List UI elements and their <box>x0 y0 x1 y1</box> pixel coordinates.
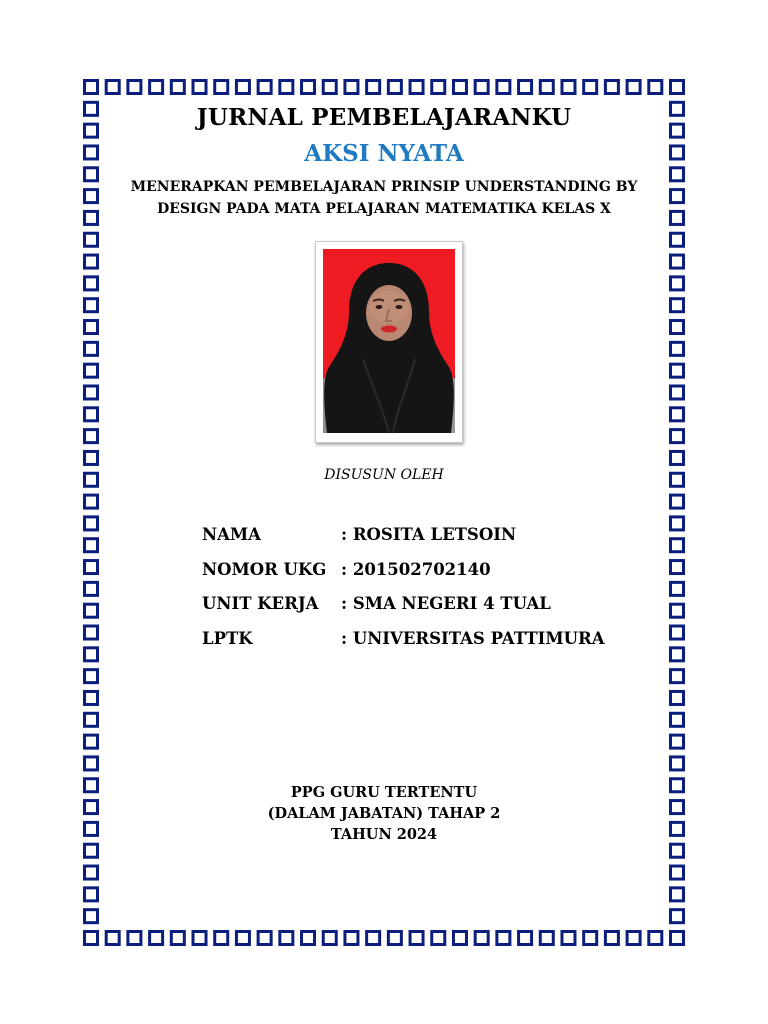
border-square <box>671 582 684 595</box>
border-square <box>432 81 445 94</box>
border-square <box>475 932 488 945</box>
border-square <box>671 932 684 945</box>
border-square <box>323 81 336 94</box>
border-square <box>106 932 119 945</box>
border-square <box>671 233 684 246</box>
photo-portrait <box>323 249 455 433</box>
border-square <box>519 932 532 945</box>
border-square <box>410 81 423 94</box>
border-square <box>540 932 553 945</box>
border-square <box>85 801 98 814</box>
border-square <box>649 932 662 945</box>
profile-photo-frame <box>315 241 463 443</box>
border-square <box>85 604 98 617</box>
border-square <box>85 626 98 639</box>
border-square <box>367 932 380 945</box>
border-square <box>236 81 249 94</box>
border-square <box>671 451 684 464</box>
border-square <box>85 822 98 835</box>
border-square <box>85 124 98 137</box>
border-square <box>85 713 98 726</box>
border-square <box>388 932 401 945</box>
border-square <box>85 582 98 595</box>
border-square <box>302 81 315 94</box>
border-square <box>671 910 684 923</box>
border-square <box>258 932 271 945</box>
border-square <box>671 517 684 530</box>
border-square <box>280 932 293 945</box>
border-square <box>150 81 163 94</box>
border-square <box>85 451 98 464</box>
info-value: : 201502702140 <box>341 559 491 579</box>
border-square <box>671 190 684 203</box>
border-square <box>671 255 684 268</box>
border-square <box>671 364 684 377</box>
border-square <box>280 81 293 94</box>
border-square <box>150 932 163 945</box>
border-square <box>85 691 98 704</box>
border-square <box>671 801 684 814</box>
border-square <box>671 626 684 639</box>
info-value: : UNIVERSITAS PATTIMURA <box>341 628 605 648</box>
border-square <box>519 81 532 94</box>
border-square <box>584 932 597 945</box>
footer-line-2: (DALAM JABATAN) TAHAP 2 <box>267 805 501 822</box>
border-square <box>85 430 98 443</box>
border-square <box>85 670 98 683</box>
border-square <box>85 321 98 334</box>
border-square <box>562 81 575 94</box>
border-square <box>85 81 98 94</box>
border-square <box>671 211 684 224</box>
border-square <box>671 670 684 683</box>
border-square <box>453 81 466 94</box>
border-square <box>671 81 684 94</box>
border-square <box>605 932 618 945</box>
border-square <box>85 255 98 268</box>
border-square <box>85 364 98 377</box>
border-square <box>345 932 358 945</box>
border-square <box>671 168 684 181</box>
info-row-lptk <box>202 629 642 664</box>
border-square <box>388 81 401 94</box>
info-row-nama <box>202 525 642 560</box>
border-square <box>85 888 98 901</box>
border-square <box>128 81 141 94</box>
byline: DISUSUN OLEH <box>324 467 444 483</box>
border-square <box>215 932 228 945</box>
border-square <box>85 932 98 945</box>
border-square <box>671 473 684 486</box>
border-square <box>193 932 206 945</box>
border-square <box>671 342 684 355</box>
border-square <box>475 81 488 94</box>
border-square <box>85 386 98 399</box>
border-square <box>345 81 358 94</box>
border-square <box>671 561 684 574</box>
info-value: : SMA NEGERI 4 TUAL <box>341 594 551 613</box>
border-square <box>85 495 98 508</box>
border-square <box>85 408 98 421</box>
border-square <box>671 691 684 704</box>
border-square <box>85 648 98 661</box>
border-square <box>453 932 466 945</box>
info-row-unit-kerja <box>202 594 642 629</box>
author-info <box>202 525 642 663</box>
border-square <box>85 779 98 792</box>
border-square <box>671 735 684 748</box>
border-square <box>627 81 640 94</box>
border-square <box>236 932 249 945</box>
topic-line-2: DESIGN PADA MATA PELAJARAN MATEMATIKA KELAS X <box>157 201 611 217</box>
profile-photo <box>323 249 455 433</box>
info-label: LPTK <box>202 628 253 648</box>
border-square <box>671 539 684 552</box>
border-square <box>85 539 98 552</box>
border-square <box>85 211 98 224</box>
border-square <box>171 81 184 94</box>
border-square <box>85 735 98 748</box>
footer-line-3: TAHUN 2024 <box>330 826 438 843</box>
border-square <box>85 146 98 159</box>
border-square <box>106 81 119 94</box>
border-square <box>671 146 684 159</box>
border-square <box>671 713 684 726</box>
border-square <box>671 430 684 443</box>
border-square <box>671 408 684 421</box>
border-square <box>584 81 597 94</box>
cover-content <box>104 98 664 928</box>
border-square <box>85 844 98 857</box>
border-square <box>671 277 684 290</box>
border-square <box>649 81 662 94</box>
border-square <box>671 779 684 792</box>
border-square <box>302 932 315 945</box>
border-square <box>497 932 510 945</box>
border-square <box>85 517 98 530</box>
document-title: JURNAL PEMBELAJARANKU <box>196 104 572 131</box>
document-topic <box>104 176 664 220</box>
border-square <box>671 822 684 835</box>
border-square <box>671 124 684 137</box>
border-square <box>85 102 98 115</box>
border-square <box>671 888 684 901</box>
border-square <box>171 932 184 945</box>
border-square <box>258 81 271 94</box>
program-footer <box>104 782 664 845</box>
border-square <box>671 386 684 399</box>
info-row-nomor-ukg <box>202 560 642 595</box>
document-subtitle: AKSI NYATA <box>304 140 464 167</box>
border-square <box>85 473 98 486</box>
border-square <box>605 81 618 94</box>
border-square <box>540 81 553 94</box>
info-value: : ROSITA LETSOIN <box>341 525 517 544</box>
border-square <box>85 277 98 290</box>
border-square <box>410 932 423 945</box>
info-label: UNIT KERJA <box>202 594 319 613</box>
border-square <box>562 932 575 945</box>
border-square <box>193 81 206 94</box>
border-square <box>323 932 336 945</box>
border-square <box>671 495 684 508</box>
border-square <box>128 932 141 945</box>
border-square <box>671 844 684 857</box>
border-square <box>85 168 98 181</box>
footer-line-1: PPG GURU TERTENTU <box>290 784 478 801</box>
border-square <box>85 299 98 312</box>
border-square <box>671 299 684 312</box>
border-square <box>671 321 684 334</box>
border-square <box>671 604 684 617</box>
border-square <box>85 190 98 203</box>
border-square <box>671 757 684 770</box>
border-square <box>671 866 684 879</box>
border-square <box>367 81 380 94</box>
border-square <box>215 81 228 94</box>
info-label: NAMA <box>202 525 261 544</box>
topic-line-1: MENERAPKAN PEMBELAJARAN PRINSIP UNDERSTANDING BY <box>130 179 638 195</box>
border-square <box>671 102 684 115</box>
border-square <box>85 233 98 246</box>
border-square <box>432 932 445 945</box>
border-square <box>627 932 640 945</box>
border-square <box>497 81 510 94</box>
border-square <box>85 342 98 355</box>
info-label: NOMOR UKG <box>202 559 327 579</box>
border-square <box>85 757 98 770</box>
border-square <box>85 866 98 879</box>
border-square <box>85 561 98 574</box>
border-square <box>85 910 98 923</box>
border-square <box>671 648 684 661</box>
